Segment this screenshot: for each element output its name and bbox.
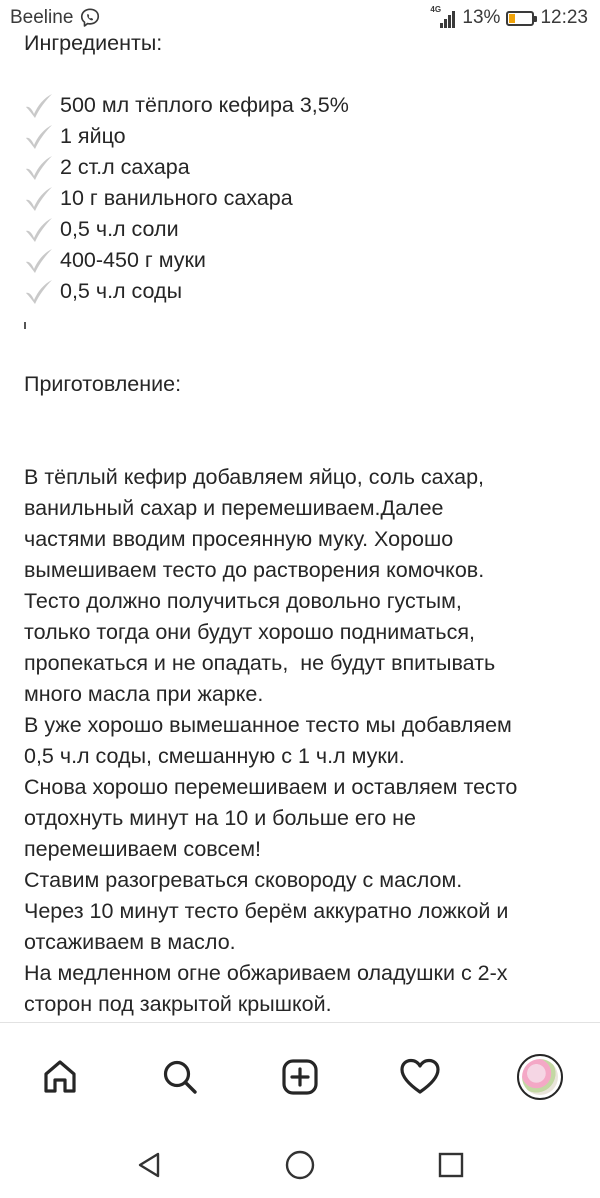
battery-icon bbox=[506, 11, 534, 26]
back-icon[interactable] bbox=[132, 1148, 166, 1182]
check-mark-icon bbox=[24, 124, 54, 150]
carrier-name: Beeline bbox=[10, 7, 74, 28]
preparation-line: Через 10 минут тесто берём аккуратно ложкой и bbox=[24, 899, 509, 923]
ingredient-item bbox=[24, 183, 584, 214]
preparation-line: ванильный сахар и перемешиваем.Далее bbox=[24, 496, 444, 520]
preparation-line: На медленном огне обжариваем оладушки с 2-х bbox=[24, 961, 508, 985]
preparation-line: В уже хорошо вымешанное тесто мы добавляем bbox=[24, 713, 512, 737]
preparation-line: только тогда они будут хорошо подниматься, bbox=[24, 620, 475, 644]
ingredient-text: 500 мл тёплого кефира 3,5% bbox=[60, 93, 349, 117]
ingredients-list bbox=[24, 90, 584, 307]
status-left bbox=[10, 7, 101, 29]
preparation-line: перемешиваем совсем! bbox=[24, 837, 261, 861]
preparation-line: частями вводим просеянную муку. Хорошо bbox=[24, 527, 454, 551]
preparation-line: вымешиваем тесто до растворения комочков. bbox=[24, 558, 485, 582]
ingredient-item bbox=[24, 245, 584, 276]
battery-percent: 13% bbox=[462, 7, 501, 28]
preparation-line: отсаживаем в масло. bbox=[24, 930, 236, 954]
preparation-line: много масла при жарке. bbox=[24, 682, 264, 706]
preparation-line: Ставим разогреваться сковороду с маслом. bbox=[24, 868, 463, 892]
system-navigation bbox=[0, 1132, 600, 1198]
check-mark-icon bbox=[24, 217, 54, 243]
search-icon[interactable] bbox=[156, 1053, 204, 1101]
ingredient-item bbox=[24, 121, 584, 152]
preparation-line: Тесто должно получиться довольно густым, bbox=[24, 589, 462, 613]
preparation-line: пропекаться и не опадать, не будут впитывать bbox=[24, 651, 496, 675]
heart-icon[interactable] bbox=[396, 1053, 444, 1101]
home-circle-icon[interactable] bbox=[283, 1148, 317, 1182]
post-caption bbox=[24, 28, 584, 1020]
check-mark-icon bbox=[24, 93, 54, 119]
ingredient-text: 0,5 ч.л соды bbox=[60, 279, 183, 303]
preparation-line: Снова хорошо перемешиваем и оставляем тесто bbox=[24, 775, 518, 799]
ingredient-item bbox=[24, 90, 584, 121]
network-type: 4G bbox=[430, 5, 442, 14]
ingredient-item bbox=[24, 152, 584, 183]
ingredient-text: 2 ст.л сахара bbox=[60, 155, 190, 179]
preparation-line: 0,5 ч.л соды, смешанную с 1 ч.л муки. bbox=[24, 744, 405, 768]
clock: 12:23 bbox=[540, 7, 588, 28]
preparation-line: отдохнуть минут на 10 и больше его не bbox=[24, 806, 416, 830]
preparation-line: В тёплый кефир добавляем яйцо, соль сахар, bbox=[24, 465, 485, 489]
ingredient-text: 400-450 г муки bbox=[60, 248, 206, 272]
ingredient-item bbox=[24, 214, 584, 245]
stray-mark bbox=[24, 307, 584, 338]
ingredient-item bbox=[24, 276, 584, 307]
preparation-heading: Приготовление: bbox=[24, 372, 182, 396]
recents-icon[interactable] bbox=[434, 1148, 468, 1182]
preparation-line: сторон под закрытой крышкой. bbox=[24, 992, 332, 1016]
ingredient-text: 1 яйцо bbox=[60, 124, 126, 148]
ingredient-text: 0,5 ч.л соли bbox=[60, 217, 179, 241]
signal-icon bbox=[430, 5, 456, 28]
avatar-image bbox=[522, 1059, 558, 1095]
profile-tab[interactable] bbox=[516, 1053, 564, 1101]
bottom-navigation bbox=[0, 1022, 600, 1133]
home-icon[interactable] bbox=[36, 1053, 84, 1101]
battery-fill bbox=[509, 14, 515, 23]
check-mark-icon bbox=[24, 186, 54, 212]
ingredient-text: 10 г ванильного сахара bbox=[60, 186, 293, 210]
ingredients-heading: Ингредиенты: bbox=[24, 31, 163, 55]
check-mark-icon bbox=[24, 248, 54, 274]
check-mark-icon bbox=[24, 155, 54, 181]
status-bar bbox=[0, 0, 600, 36]
status-right bbox=[430, 7, 588, 29]
new-post-icon[interactable] bbox=[276, 1053, 324, 1101]
preparation-text bbox=[24, 462, 584, 1020]
viber-icon bbox=[79, 7, 101, 29]
profile-avatar[interactable] bbox=[517, 1054, 563, 1100]
check-mark-icon bbox=[24, 279, 54, 305]
